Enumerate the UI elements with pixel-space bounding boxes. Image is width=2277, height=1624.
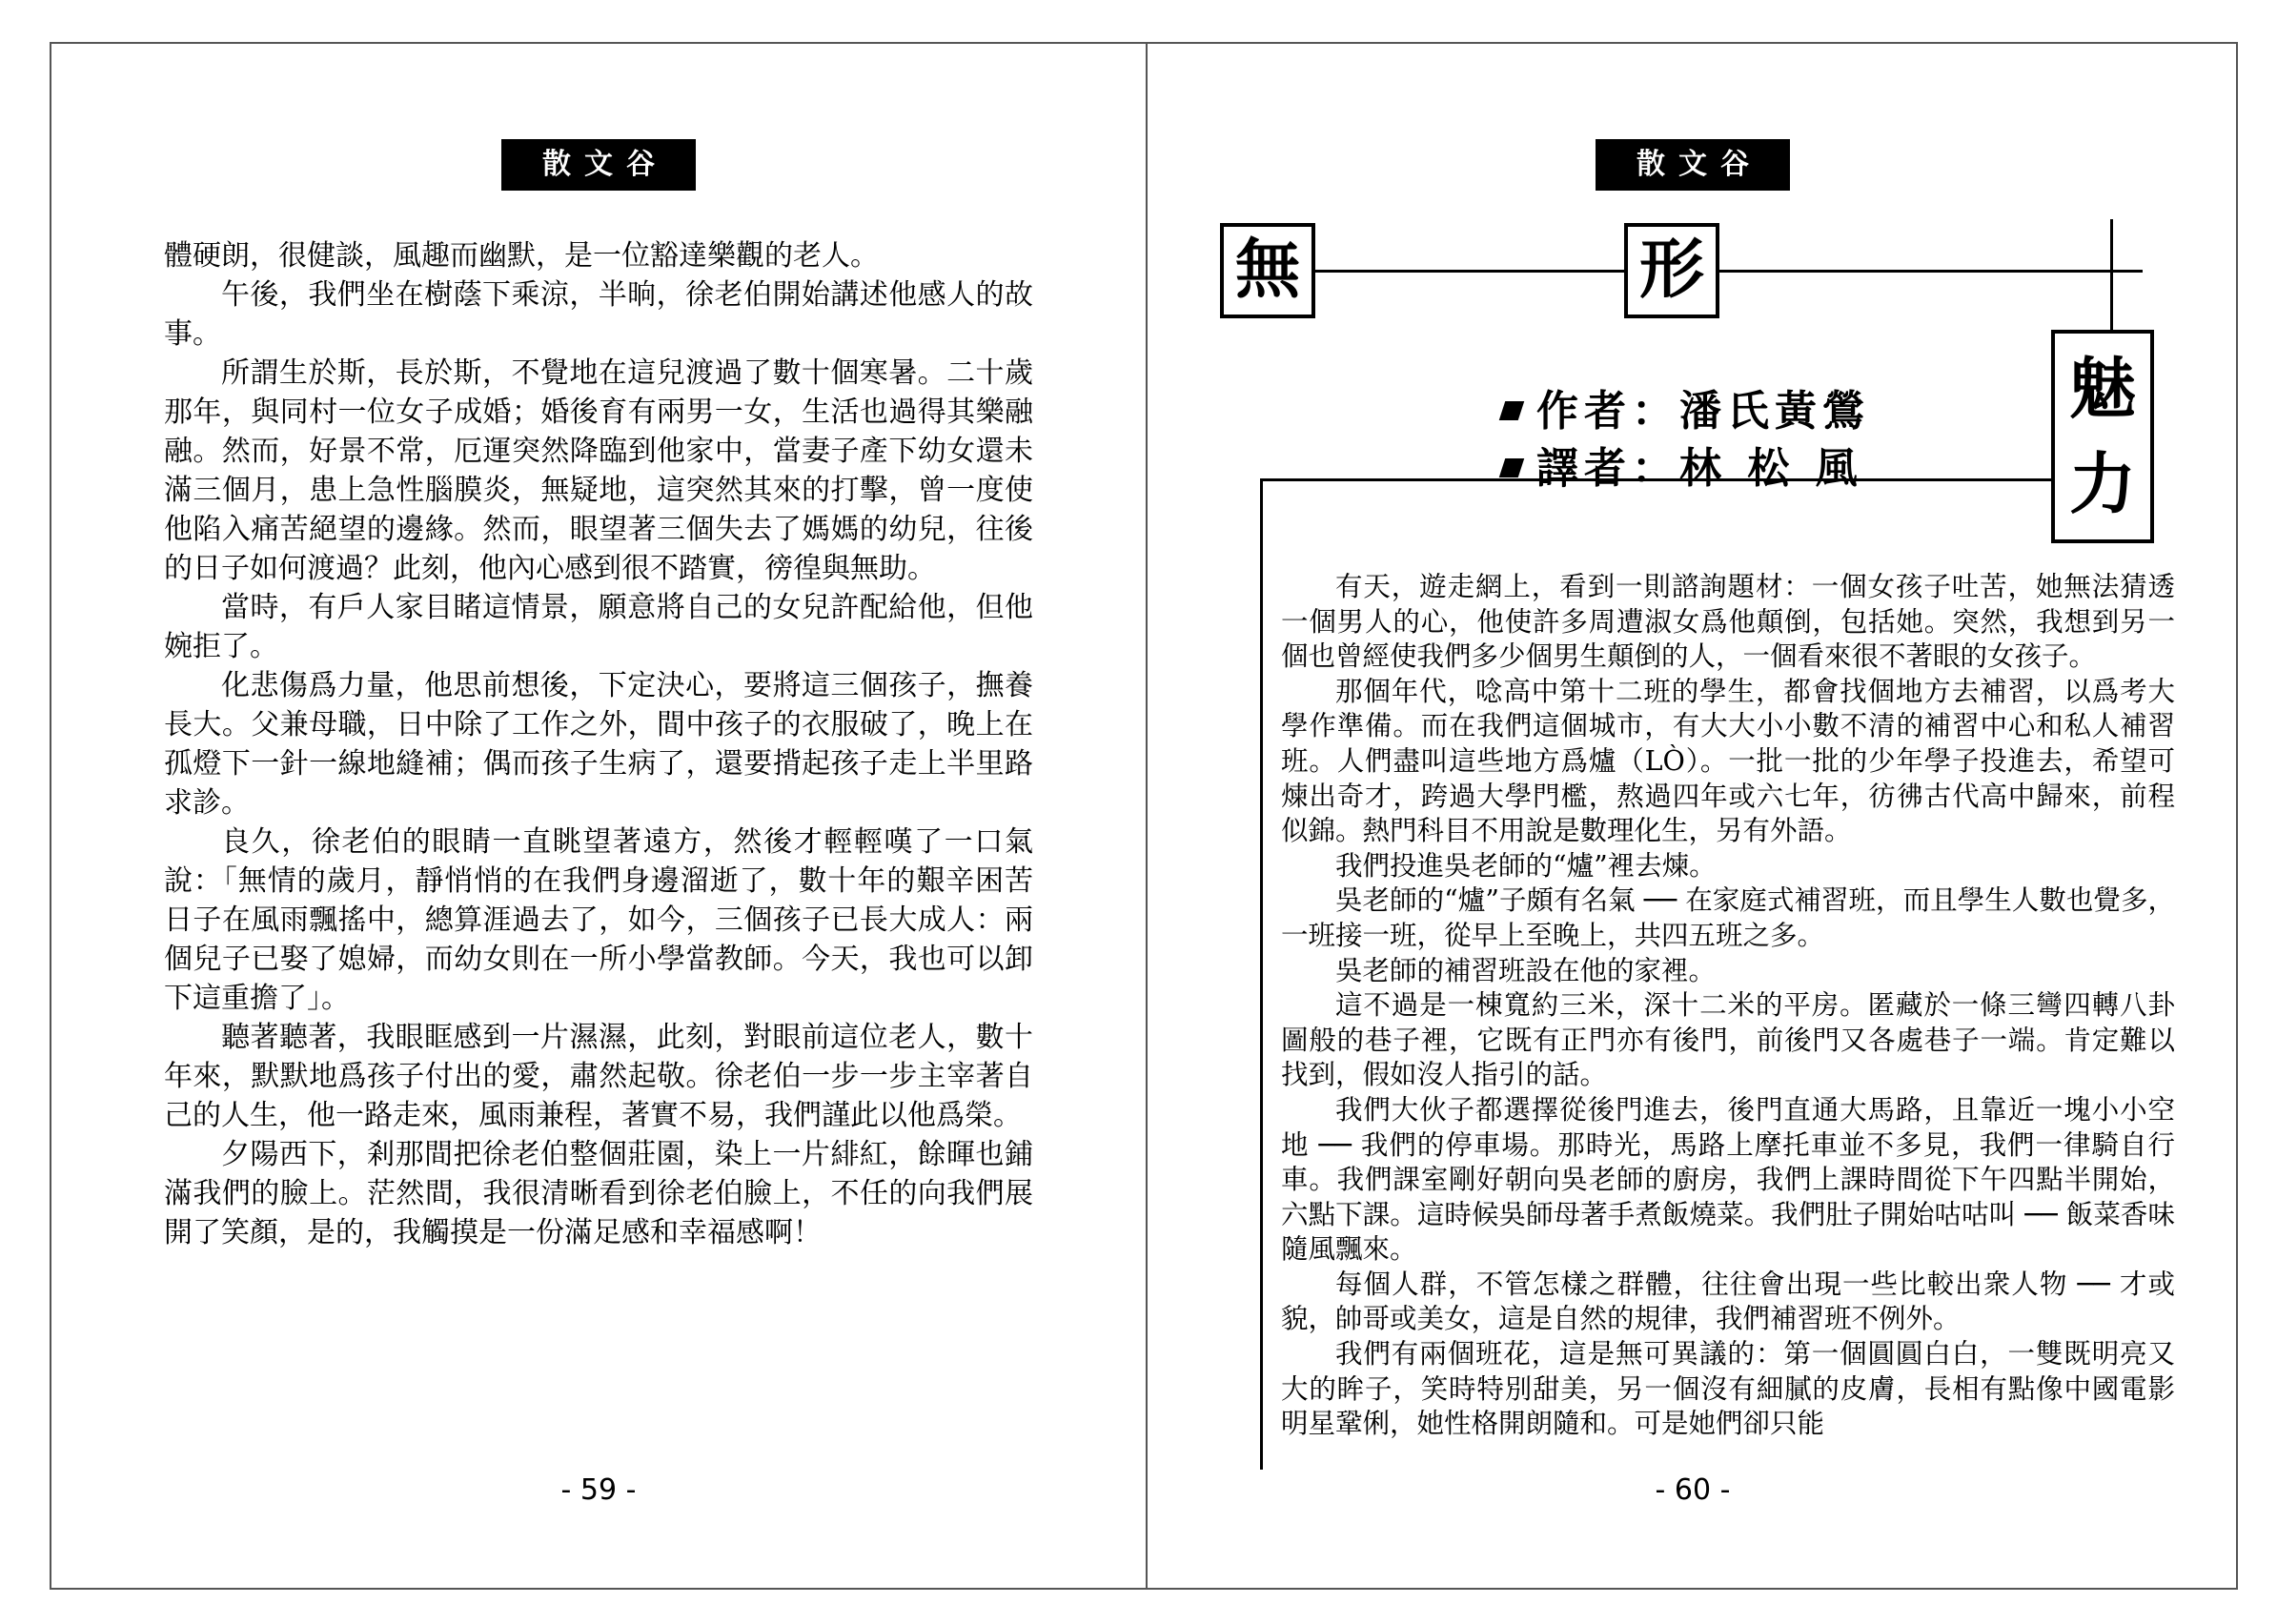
article-body bbox=[164, 236, 1033, 1252]
bullet-icon bbox=[1499, 401, 1524, 420]
bullet-icon bbox=[1499, 458, 1524, 477]
paragraph: 這不過是一棟寬約三米，深十二米的平房。匿藏於一條三彎四轉八卦圖般的巷子裡，它既有正門亦有後門，前後門又各處巷子一端。肯定難以找到，假如沒人指引的話。 bbox=[1281, 989, 2175, 1091]
title-rule bbox=[1719, 270, 2143, 273]
right-page bbox=[1148, 44, 2240, 1588]
page-number: - 60 - bbox=[1655, 1473, 1731, 1507]
paragraph: 我們投進吳老師的“爐”裡去煉。 bbox=[1335, 849, 1717, 882]
title-char-box: 無 bbox=[1220, 223, 1315, 318]
paragraph: 我們大伙子都選擇從後門進去，後門直通大馬路，且靠近一塊小小空地 ── 我們的停車場。那時光，馬路上摩托車並不多見，我們一律騎自行車。我們課室剛好朝向吳老師的廚房，我們上課時間從下午四點半開始，六點下課。這時候吳師母著手煮飯燒菜。我們肚子開始咕咕叫 ── 飯菜香味隨風飄來。 bbox=[1281, 1093, 2175, 1266]
paragraph: 所謂生於斯，長於斯，不覺地在這兒渡過了數十個寒暑。二十歲那年，與同村一位女子成婚；婚後育有兩男一女，生活也過得其樂融融。然而，好景不常，厄運突然降臨到他家中，當妻子產下幼女還未滿三個月，患上急性腦膜炎，無疑地，這突然其來的打擊，曾一度使他陷入痛苦絕望的邊緣。然而，眼望著三個失去了媽媽的幼兒，往後的日子如何渡過？此刻，他內心感到很不踏實，徬徨與無助。 bbox=[164, 356, 1033, 585]
paragraph: 良久，徐老伯的眼睛一直眺望著遠方，然後才輕輕嘆了一口氣說：「無情的歲月，靜悄悄的在我們身邊溜逝了，數十年的艱辛困苦日子在風雨飄搖中，總算涯過去了，如今，三個孩子已長大成人：兩個兒子已娶了媳婦，而幼女則在一所小學當教師。今天，我也可以卸下這重擔了」。 bbox=[164, 825, 1033, 1015]
title-rule bbox=[2110, 219, 2113, 330]
translator-text: 譯者：林 松 風 bbox=[1536, 444, 1863, 493]
paragraph: 有天，遊走網上，看到一則諮詢題材：一個女孩子吐苦，她無法猜透一個男人的心，他使許多周遭淑女爲他顛倒，包括她。突然，我想到另一個也曾經使我們多少個男生顛倒的人，一個看來很不著眼的女孩子。 bbox=[1281, 571, 2175, 673]
paragraph: 那個年代，唸高中第十二班的學生，都會找個地方去補習，以爲考大學作準備。而在我們這個城市，有大大小小數不清的補習中心和私人補習班。人們盡叫這些地方爲爐（LÒ）。一批一批的少年學子投進去，希望可煉出奇才，跨過大學門檻，熬過四年或六七年，彷彿古代高中歸來，前程似錦。熱門科目不用說是數理化生，另有外語。 bbox=[1281, 675, 2175, 847]
section-label: 散文谷 bbox=[1596, 139, 1790, 191]
article-credits bbox=[1502, 383, 1870, 497]
article-frame-rule bbox=[1260, 478, 1263, 1470]
paragraph: 當時，有戶人家目睹這情景，願意將自己的女兒許配給他，但他婉拒了。 bbox=[164, 591, 1033, 663]
title-char: 力 bbox=[2069, 445, 2136, 523]
title-char-box-vertical bbox=[2051, 330, 2154, 543]
translator-line bbox=[1502, 440, 1870, 497]
left-page bbox=[51, 44, 1146, 1588]
paragraph: 化悲傷爲力量，他思前想後，下定決心，要將這三個孩子，撫養長大。父兼母職，日中除了工作之外，間中孩子的衣服破了，晚上在孤燈下一針一線地縫補；偶而孩子生病了，還要揹起孩子走上半里路求診。 bbox=[164, 669, 1033, 820]
page-number: - 59 - bbox=[560, 1473, 637, 1507]
book-spread bbox=[50, 42, 2238, 1590]
author-line bbox=[1502, 383, 1870, 440]
paragraph: 午後，我們坐在樹蔭下乘涼，半晌，徐老伯開始講述他感人的故事。 bbox=[164, 278, 1033, 351]
paragraph: 夕陽西下，剎那間把徐老伯整個莊園，染上一片緋紅，餘暉也鋪滿我們的臉上。茫然間，我很清晰看到徐老伯臉上，不任的向我們展開了笑顏，是的，我觸摸是一份滿足感和幸福感啊！ bbox=[164, 1138, 1033, 1249]
title-rule bbox=[1315, 270, 1624, 273]
title-char-box: 形 bbox=[1624, 223, 1719, 318]
title-char: 魅 bbox=[2069, 350, 2136, 428]
paragraph: 吳老師的“爐”子頗有名氣 ── 在家庭式補習班，而且學生人數也覺多，一班接一班，從早上至晚上，共四五班之多。 bbox=[1281, 884, 2175, 951]
paragraph: 聽著聽著，我眼眶感到一片濕濕，此刻，對眼前這位老人，數十年來，默默地爲孩子付出的愛，肅然起敬。徐老伯一步一步主宰著自己的人生，他一路走來，風雨兼程，著實不易，我們謹此以他爲榮。 bbox=[164, 1021, 1033, 1132]
section-label: 散文谷 bbox=[501, 139, 696, 191]
author-text: 作者：潘氏黃鶯 bbox=[1536, 387, 1870, 436]
paragraph: 我們有兩個班花，這是無可異議的：第一個圓圓白白，一雙既明亮又大的眸子，笑時特別甜美，另一個沒有細膩的皮膚，長相有點像中國電影明星鞏俐，她性格開朗隨和。可是她們卻只能 bbox=[1281, 1338, 2175, 1440]
paragraph: 每個人群，不管怎樣之群體，往往會出現一些比較出衆人物 ── 才或貌，帥哥或美女，這是自然的規律，我們補習班不例外。 bbox=[1281, 1268, 2175, 1335]
paragraph: 吳老師的補習班設在他的家裡。 bbox=[1335, 954, 1717, 986]
article-body bbox=[1281, 570, 2175, 1442]
paragraph: 體硬朗，很健談，風趣而幽默，是一位豁達樂觀的老人。 bbox=[164, 239, 879, 273]
